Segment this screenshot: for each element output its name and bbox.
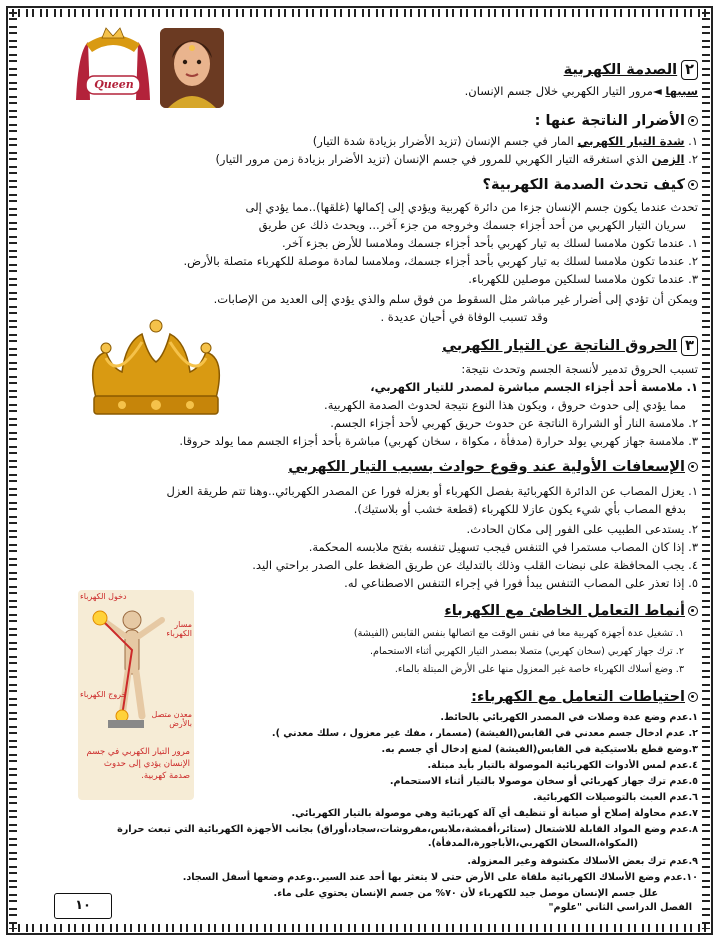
how-line-5: ٣. عندما تكون ملامسا لسلكين موصلين للكهرباء.	[468, 272, 698, 286]
precautions-line-7: ٧.عدم محاولة إصلاح أو صيانة أو تنظيف أي آلة كهربائية وهي موصولة بالتيار الكهربائي.	[291, 808, 698, 819]
cause-line: سببها ◄مرور التيار الكهربي خلال جسم الإنسان.	[464, 84, 698, 98]
first-aid-title: الإسعافات الأولية عند وقوع حوادث بسبب التيار الكهربي	[288, 458, 698, 476]
precautions-line-8: ٨.عدم وضع المواد القابلة للاشتعال (ستائر،أقمشة،ملابس،مفروشات،سجاد،أوراق) بجانب الأجهزة الكهربائية التي تبعث حرارة	[117, 824, 698, 835]
queen-label: Queen	[94, 78, 134, 91]
first-aid-line-4: ٣. إذا كان المصاب مستمرا في التنفس فيجب تسهيل تنفسه بفتح ملابسه المحكمة.	[308, 540, 698, 554]
section-3-number: ٣	[681, 336, 698, 356]
page-number: ١٠	[54, 893, 112, 919]
how-line-4: ٢. عندما تكون ملامسا لسلك به تيار كهربي بأحد أجزاء جسمك، وملامسا لمادة موصلة للكهرباء متصلة بالأرض.	[183, 254, 698, 268]
precautions-line-11: ١٠.عدم وضع الأسلاك الكهربائية ملقاة على الأرض حتى لا يتعثر بها أحد عند السير..وعدم وضعها أسفل السجاد.	[182, 872, 698, 883]
diagram-label-in: دخول الكهرباء	[80, 592, 127, 601]
diagram-caption: مرور التيار الكهربي في جسم الإنسان يؤدي إلى حدوث صدمة كهربية.	[86, 747, 190, 781]
border-chain-right	[702, 12, 710, 929]
how-line-7: وقد تسبب الوفاة في أحيان عديدة .	[380, 310, 548, 324]
page-content	[22, 22, 698, 917]
burns-title: ٣الحروق الناتجة عن التيار الكهربي	[442, 336, 698, 356]
precautions-line-6: ٦.عدم العبث بالتوصيلات الكهربائية.	[533, 792, 698, 803]
first-aid-line-6: ٥. إذا تعذر على المصاب التنفس يبدأ فورا في إجراء التنفس الاصطناعي له.	[344, 576, 698, 590]
how-line-3: ١. عندما تكون ملامسا لسلك به تيار كهربي بأحد أجزاء جسمك وملامسا للأرض بجزء آخر.	[281, 236, 698, 250]
bullet-icon	[688, 116, 698, 126]
wrong-line-2: ٢. ترك جهاز كهربي (سخان كهربي) متصلا بمصدر التيار الكهربي أثناء الاستحمام.	[370, 646, 684, 657]
precautions-line-2: ٢. عدم ادخال جسم معدني في القابس(الفيشة) (مسمار ، مفك غير معزول ، سلك معدني ).	[271, 728, 698, 739]
wrong-line-1: ١. تشغيل عدة أجهزة كهربية معا في نفس الوقت مع اتصالها بنفس القابس (الفيشة)	[353, 628, 684, 639]
diagram-label-ground: معدن متصل بالأرض	[151, 710, 192, 728]
diagram-label-path: مسار الكهرباء	[166, 620, 192, 638]
first-aid-line-1: ١. يعزل المصاب عن الدائرة الكهربائية بفصل الكهرباء أو بعزله فورا عن المصدر الكهربائي..وهنا تتم طريقة العزل	[166, 484, 698, 498]
harms-title: الأضرار الناتجة عنها :	[535, 112, 698, 130]
first-aid-line-2: بدفع المصاب بأي شيء يكون عازلا للكهرباء (قطعة خشب أو بلاستيك).	[353, 502, 686, 516]
burns-line-5: ٣. ملامسة جهاز كهربي يولد حرارة (مدفأة ، مكواة ، سخان كهربي) مباشرة بأحد أجزاء الجسم مما يولد حروقا.	[179, 434, 698, 448]
section-2-number: ٢	[681, 60, 698, 80]
first-aid-line-3: ٢. يستدعى الطبيب على الفور إلى مكان الحادث.	[466, 522, 698, 536]
how-line-1: تحدث عندما يكون جسم الإنسان جزءا من دائرة كهربية ويؤدي إلى إكمالها (غلقها)..مما يؤدي إلى	[245, 200, 698, 214]
bullet-icon	[688, 606, 698, 616]
burns-line-2: ١. ملامسة أحد أجزاء الجسم مباشرة لمصدر للتيار الكهربي،	[370, 380, 698, 394]
border-chain-top	[12, 9, 707, 17]
wrong-title: أنماط التعامل الخاطئ مع الكهرباء	[444, 602, 698, 620]
how-line-2: سريان التيار الكهربي من أحد أجزاء جسمك وخروجه من جزء آخر... ويحدث ذلك عن طريق	[258, 218, 686, 232]
precautions-line-5: ٥.عدم ترك جهاز كهربائي أو سخان موصولا بالتيار أثناء الاستحمام.	[389, 776, 698, 787]
precautions-line-10: ٩.عدم ترك بعض الأسلاك مكشوفة وغير المعزولة.	[467, 856, 698, 867]
harms-item-2: ٢. الزمن الذي استغرقه التيار الكهربي للمرور في جسم الإنسان (تزيد الأضرار بزيادة زمن مرور التيار)	[215, 152, 698, 166]
diagram-label-out: خروج الكهرباء	[80, 690, 127, 699]
footer-term: الفصل الدراسي الثاني "علوم"	[548, 902, 692, 913]
cause-label: سببها	[665, 84, 698, 98]
precautions-line-12: علل جسم الإنسان موصل جيد للكهرباء لأن ٧٠% من جسم الإنسان يحتوي على ماء.	[273, 888, 658, 899]
how-title: كيف تحدث الصدمة الكهربية؟	[483, 176, 698, 194]
wrong-line-3: ٣. وضع أسلاك الكهرباء خاصة غير المعزول منها على الأرض المبتلة بالماء.	[394, 664, 684, 675]
precautions-line-1: ١.عدم وضع عدة وصلات في المصدر الكهربائي بالحائط.	[440, 712, 698, 723]
bullet-icon	[688, 180, 698, 190]
burns-line-3: مما يؤدي إلى حدوث حروق ، ويكون هذا النوع نتيجة لحدوث الصدمة الكهربية.	[324, 398, 686, 412]
bullet-icon	[688, 462, 698, 472]
section-2-title: ٢الصدمة الكهربية	[564, 60, 698, 80]
bullet-icon	[688, 692, 698, 702]
burns-line-4: ٢. ملامسة النار أو الشرارة الناتجة عن حدوث حريق كهربي لأحد أجزاء الجسم.	[330, 416, 698, 430]
precautions-line-9: (المكواة،السخان الكهربي،الأباجورة،المدفأة).	[427, 838, 638, 849]
burns-line-1: تسبب الحروق تدمير لأنسجة الجسم وتحدث نتيجة:	[461, 362, 698, 376]
how-line-6: ويمكن أن تؤدي إلى أضرار غير مباشر مثل السقوط من فوق سلم والذي يؤدي إلى العديد من الإصابات.	[213, 292, 698, 306]
cause-text: مرور التيار الكهربي خلال جسم الإنسان.	[464, 84, 653, 98]
first-aid-line-5: ٤. يجب المحافظة على نبضات القلب وذلك بالتدليك عن طريق الضغط على الصدر براحتي اليد.	[252, 558, 698, 572]
precautions-line-4: ٤.عدم لمس الأدوات الكهربائية الموصولة بالتيار بأيد مبتلة.	[427, 760, 698, 771]
border-chain-left	[9, 12, 17, 929]
border-chain-bottom	[12, 924, 707, 932]
harms-item-1: ١. شدة التيار الكهربي المار في جسم الإنسان (تزيد الأضرار بزيادة شدة التيار)	[312, 134, 698, 148]
precautions-title: احتياطات التعامل مع الكهرباء:	[471, 688, 698, 706]
precautions-line-3: ٣.وضع قطع بلاستيكية في القابس(الفيشة) لمنع إدخال أي جسم به.	[381, 744, 698, 755]
